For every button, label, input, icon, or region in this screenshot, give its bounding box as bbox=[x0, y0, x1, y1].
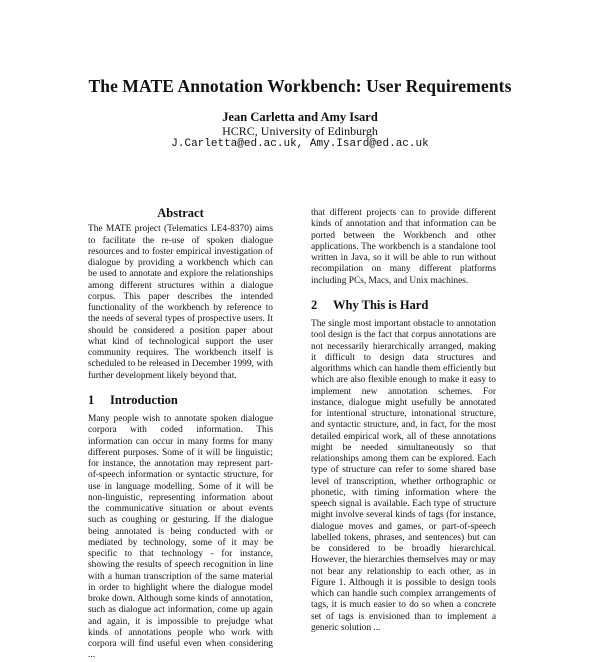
paper-title: The MATE Annotation Workbench: User Requirements bbox=[88, 76, 512, 96]
right-column bbox=[311, 208, 496, 634]
section-text: The single most important obstacle to annotation tool design is the fact that corpus annotations are not necessarily hierarchically arranged, making it difficult to design data structures and algorithms which can handle them efficiently but which are also flexible enough to make it easy to implement new annotation schemes. For instance, dialogue might usefully be annotated for intentional structure, intonational structure, and syntactic structure, and, in fact, for the most detailed empirical work, all of these annotations might be needed simultaneously so that relationships among them can be explored. Each type of structure can refer to some shared base level of transcription, whether orthographic or phonetic, with timing information where the speech signal is available. Each type of structure might involve several kinds of tags (for instance, dialogue moves and games, or part-of-speech labelled tokens, phrases, and sentences) but can be considered to be broadly hierarchical. However, the hierarchies themselves may or may not bear any relationship to each other, as in Figure 1. Although it is possible to design tools which can handle such complex arrangements of tags, it is much easier to do so when a concrete set of tags is envisioned than to implement a generic solution ... bbox=[311, 319, 496, 633]
paper-authors: Jean Carletta and Amy Isard bbox=[222, 110, 378, 124]
section-heading bbox=[311, 297, 496, 312]
section-number: 1 bbox=[88, 392, 95, 407]
section-text: Many people wish to annotate spoken dialogue corpora with coded information. This information can occur in many forms for many different purposes. Some of it will be linguistic; for instance, the annotation may represent part-of-speech information or syntactic structure, for use in language modelling. Some of it will be non-linguistic, representing information about the communicative situation or about events such as coughing or gesturing. If the dialogue being annotated is being conducted with or mediated by technology, some of it may be specific to that technology - for instance, showing the results of speech recognition in line with a human transcription of the same material in order to highlight where the dialogue model broke down. Although some kinds of annotation, such as dialogue act information, come up again and again, it is impossible to prejudge what kinds of annotations people who work with corpora will find useful even when considering ... bbox=[88, 414, 273, 661]
abstract-heading: Abstract bbox=[157, 206, 204, 220]
paper-affiliation: HCRC, University of Edinburgh bbox=[222, 124, 378, 138]
section-title: Why This is Hard bbox=[333, 297, 429, 312]
section-title: Introduction bbox=[110, 392, 178, 407]
paper-emails: J.Carletta@ed.ac.uk, Amy.Isard@ed.ac.uk bbox=[171, 138, 429, 150]
section-number: 2 bbox=[311, 297, 318, 312]
continued-text: that different projects can to provide different kinds of annotation and that information can be ported between the Workbench and other applications. The workbench is a standalone tool written in Java, so it will be able to run without recompilation on many different platforms including PCs, Macs, and Unix machines. bbox=[311, 208, 496, 286]
section-heading bbox=[88, 392, 273, 407]
abstract-text: The MATE project (Telematics LE4-8370) aims to facilitate the re-use of spoken dialogue resources and to foster empirical investigation of dialogue by providing a workbench which can be used to annotate and explore the relationships among different structures within a dialogue corpus. This paper describes the intended functionality of the workbench by reference to the needs of several types of prospective users. It should be considered a position paper about what kind of technological support the user community requires. The workbench itself is scheduled to be released in December 1999, with further development likely beyond that. bbox=[88, 224, 273, 381]
left-column bbox=[88, 208, 273, 662]
